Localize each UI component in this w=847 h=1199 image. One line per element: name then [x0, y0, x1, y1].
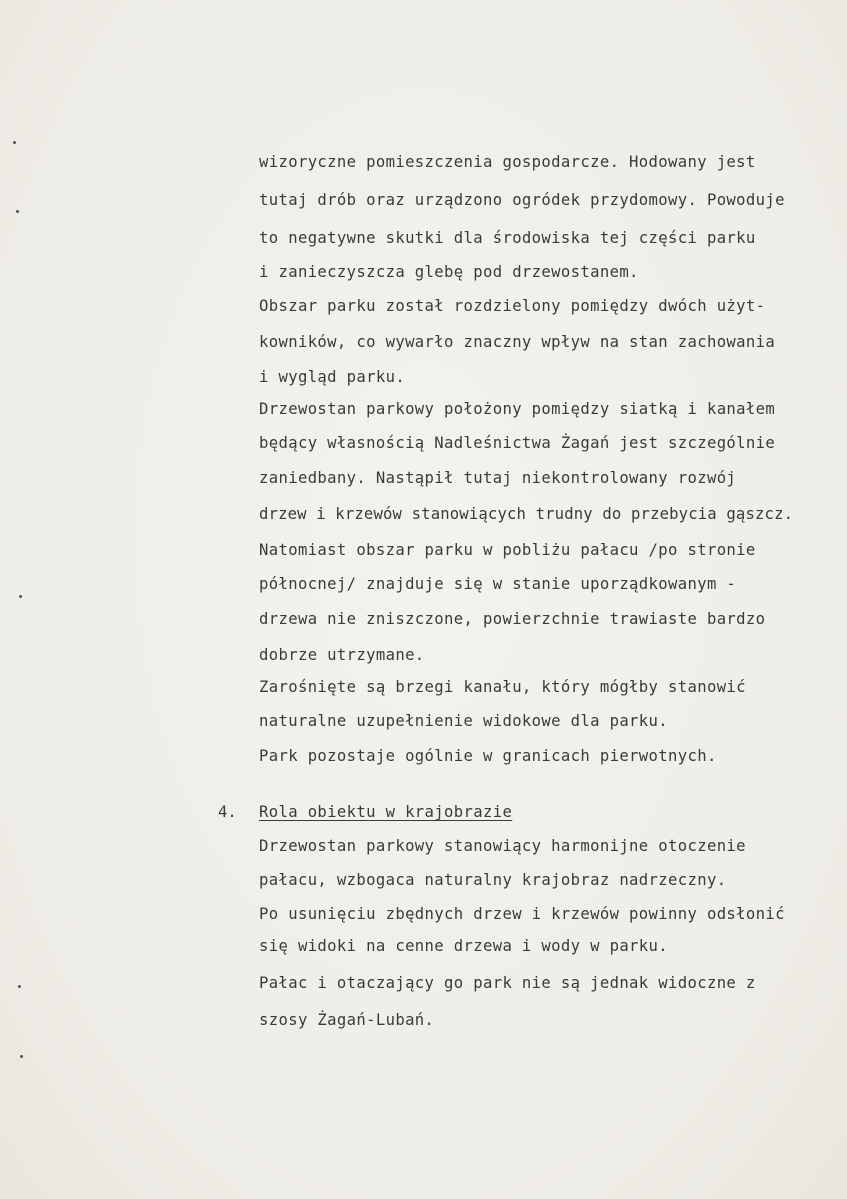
margin-speck — [13, 141, 16, 144]
text-line: Zarośnięte są brzegi kanału, który mógłby stanowić — [259, 678, 746, 696]
text-line: Natomiast obszar parku w pobliżu pałacu /po stronie — [259, 541, 756, 559]
text-line: kowników, co wywarło znaczny wpływ na stan zachowania — [259, 333, 776, 351]
text-line: będący własnością Nadleśnictwa Żagań jest szczególnie — [259, 434, 776, 452]
text-line: Pałac i otaczający go park nie są jednak widoczne z — [259, 974, 756, 992]
text-line: i wygląd parku. — [259, 368, 406, 386]
text-line: Drzewostan parkowy stanowiący harmonijne otoczenie — [259, 837, 746, 855]
text-line: wizoryczne pomieszczenia gospodarcze. Hodowany jest — [259, 153, 756, 171]
margin-speck — [16, 210, 19, 213]
text-line: to negatywne skutki dla środowiska tej części parku — [259, 229, 756, 247]
text-line: zaniedbany. Nastąpił tutaj niekontrolowany rozwój — [259, 469, 737, 487]
text-line: drzewa nie zniszczone, powierzchnie trawiaste bardzo — [259, 610, 766, 628]
margin-speck — [20, 1055, 23, 1058]
text-line: Po usunięciu zbędnych drzew i krzewów powinny odsłonić — [259, 905, 785, 923]
text-line: naturalne uzupełnienie widokowe dla parku. — [259, 712, 669, 730]
text-line: pałacu, wzbogaca naturalny krajobraz nadrzeczny. — [259, 871, 727, 889]
text-line: Drzewostan parkowy położony pomiędzy siatką i kanałem — [259, 400, 776, 418]
text-line: drzew i krzewów stanowiących trudny do przebycia gąszcz. — [259, 505, 794, 523]
section-number: 4. — [218, 803, 237, 821]
margin-speck — [19, 595, 22, 598]
margin-speck — [18, 985, 21, 988]
text-line: tutaj drób oraz urządzono ogródek przydomowy. Powoduje — [259, 191, 785, 209]
text-line: i zanieczyszcza glebę pod drzewostanem. — [259, 263, 639, 281]
text-line: dobrze utrzymane. — [259, 646, 425, 664]
text-line: się widoki na cenne drzewa i wody w parku. — [259, 937, 669, 955]
text-line: szosy Żagań-Lubań. — [259, 1011, 435, 1029]
text-line: północnej/ znajduje się w stanie uporządkowanym - — [259, 575, 737, 593]
text-line: Park pozostaje ogólnie w granicach pierwotnych. — [259, 747, 717, 765]
section-title: Rola obiektu w krajobrazie — [259, 803, 513, 821]
text-line: Obszar parku został rozdzielony pomiędzy dwóch użyt- — [259, 297, 766, 315]
